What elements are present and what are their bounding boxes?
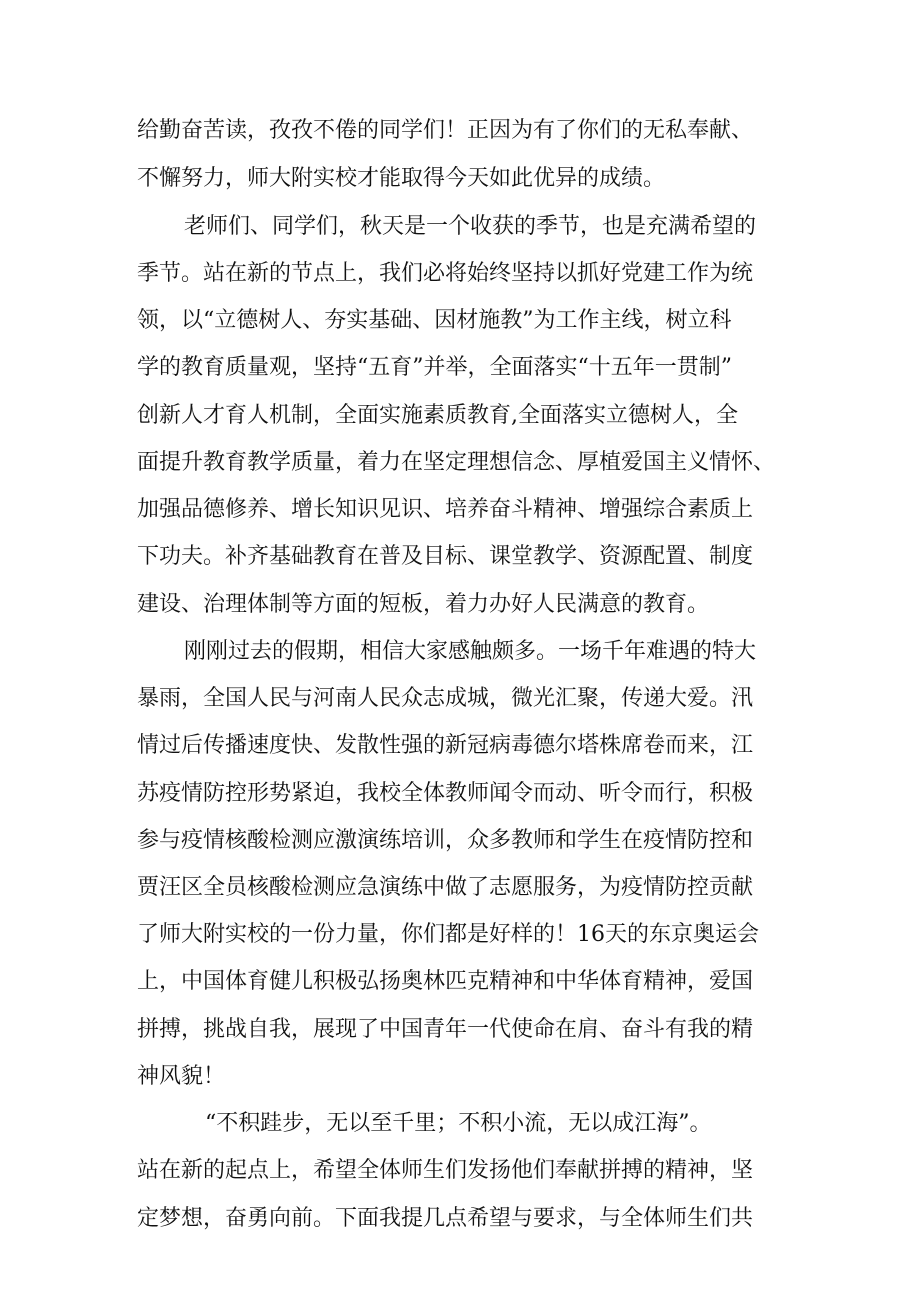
text-line: 给勤奋苦读，孜孜不倦的同学们！正因为有了你们的无私奉献、 — [137, 118, 754, 143]
text-line: 贾汪区全员核酸检测应急演练中做了志愿服务，为疫情防控贡献 — [137, 875, 754, 900]
text-line: 暴雨，全国人民与河南人民众志成城，微光汇聚，传递大爱。汛 — [137, 686, 754, 711]
text-line: 学的教育质量观，坚持“五育”并举，全面落实“十五年一贯制” — [137, 355, 732, 380]
text-line: 下功夫。补齐基础教育在普及目标、课堂教学、资源配置、制度 — [137, 544, 754, 569]
text-line: 了师大附实校的一份力量，你们都是好样的！16天的东京奥运会 — [137, 922, 759, 947]
text-line: 拼搏，挑战自我，展现了中国青年一代使命在肩、奋斗有我的精 — [137, 1017, 754, 1042]
text-line: 不懈努力，师大附实校才能取得今天如此优异的成绩。 — [137, 166, 666, 191]
text-line: 参与疫情核酸检测应激演练培训，众多教师和学生在疫情防控和 — [137, 828, 754, 853]
text-line: 面提升教育教学质量，着力在坚定理想信念、厚植爱国主义情怀、 — [137, 450, 776, 475]
text-line: 建设、治理体制等方面的短板，着力办好人民满意的教育。 — [137, 592, 710, 617]
text-line: 季节。站在新的节点上，我们必将始终坚持以抓好党建工作为统 — [137, 261, 754, 286]
paragraph-first-line: 刚刚过去的假期，相信大家感触颇多。一场千年难遇的特大 — [184, 639, 757, 664]
paragraph-first-line: 老师们、同学们，秋天是一个收获的季节，也是充满希望的 — [184, 214, 757, 239]
quote-line: “不积跬步，无以至千里；不积小流，无以成江海”。 — [205, 1111, 712, 1136]
text-line: 神风貌！ — [137, 1064, 226, 1089]
text-line: 加强品德修养、增长知识见识、培养奋斗精神、增强综合素质上 — [137, 497, 754, 522]
text-line: 领，以“立德树人、夯实基础、因材施教”为工作主线，树立科 — [137, 308, 732, 333]
text-line: 站在新的起点上，希望全体师生们发扬他们奉献拼搏的精神，坚 — [137, 1158, 754, 1183]
text-line: 苏疫情防控形势紧迫，我校全体教师闻令而动、听令而行，积极 — [137, 781, 754, 806]
text-line: 情过后传播速度快、发散性强的新冠病毒德尔塔株席卷而来，江 — [137, 733, 754, 758]
text-line: 创新人才育人机制，全面实施素质教育,全面落实立德树人，全 — [137, 403, 738, 428]
text-line: 定梦想，奋勇向前。下面我提几点希望与要求，与全体师生们共 — [137, 1206, 754, 1231]
text-line: 上，中国体育健儿积极弘扬奥林匹克精神和中华体育精神，爱国 — [137, 969, 754, 994]
